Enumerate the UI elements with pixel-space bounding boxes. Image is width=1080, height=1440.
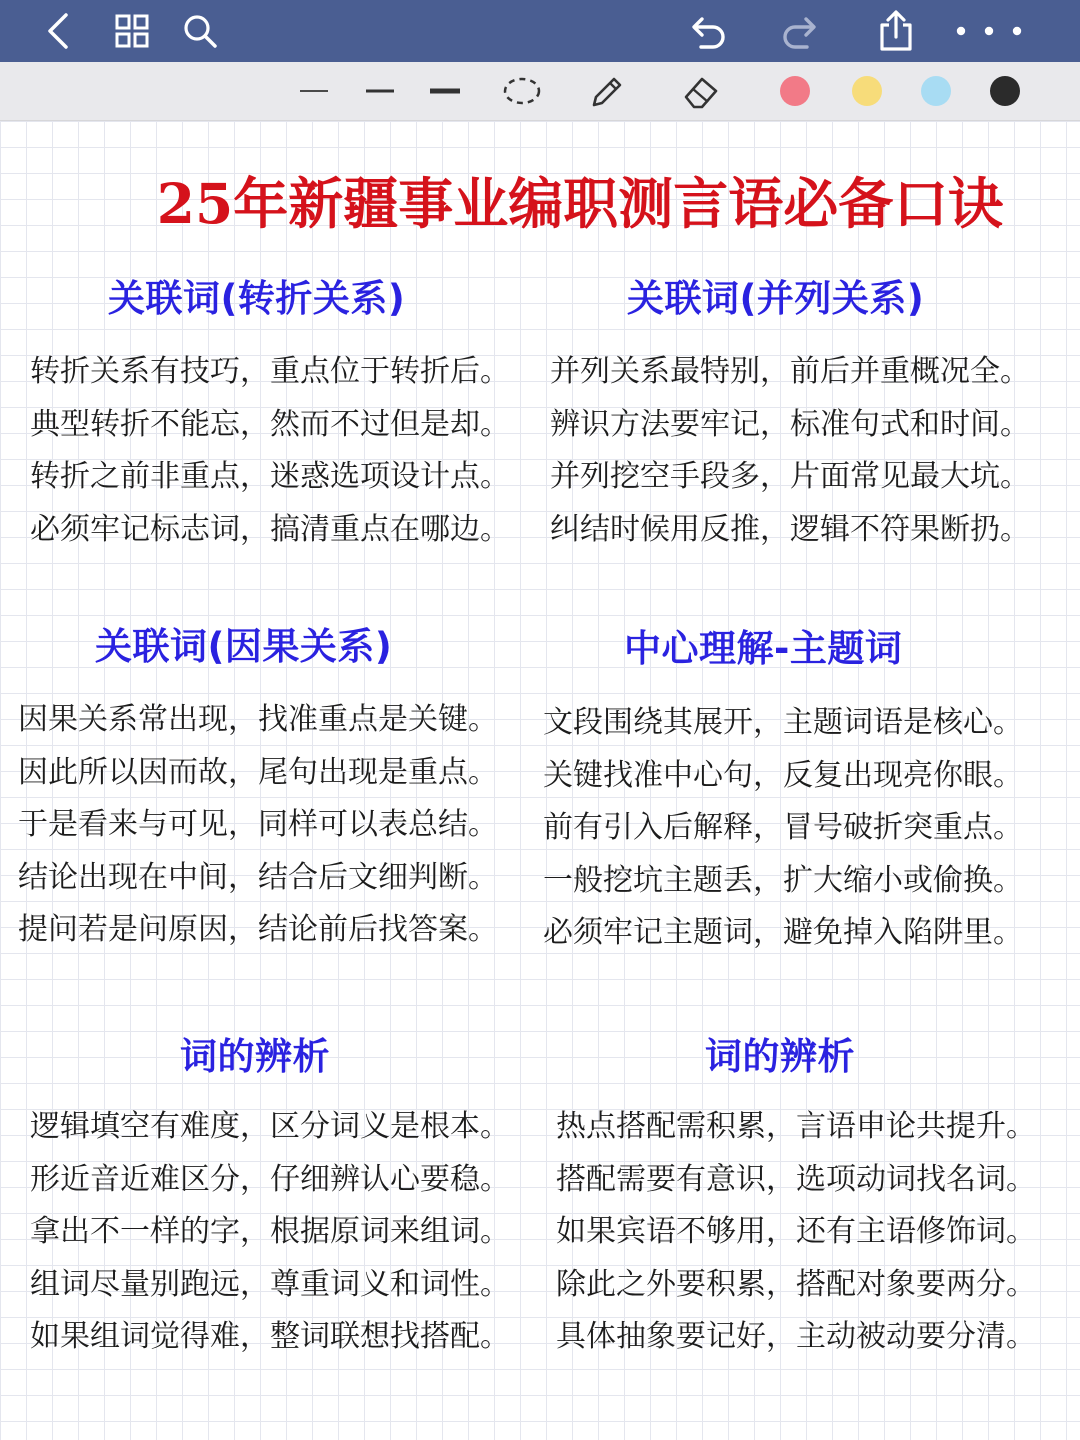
section-heading: 关联词(因果关系) [95, 625, 393, 668]
verse-block [30, 1101, 510, 1364]
color-swatch-yellow[interactable] [848, 62, 886, 120]
redo-button[interactable] [776, 0, 824, 62]
verse-block [18, 694, 498, 957]
verse-line: 因果关系常出现，找准重点是关键。 [18, 702, 498, 737]
verse-block [550, 346, 1030, 556]
verse-block [30, 346, 510, 556]
verse-line: 纠结时候用反推，逻辑不符果断扔。 [550, 511, 1030, 547]
verse-block [556, 1101, 1036, 1364]
verse-line: 组词尽量别跑远，尊重词义和词性。 [30, 1266, 510, 1302]
verse-line: 如果宾语不够用，还有主语修饰词。 [556, 1214, 1036, 1249]
more-button[interactable] [946, 0, 1032, 62]
undo-button[interactable] [684, 0, 732, 62]
section-heading: 中心理解-主题词 [624, 627, 903, 670]
verse-line: 拿出不一样的字，根据原词来组词。 [30, 1214, 510, 1249]
swatch-dot [852, 76, 882, 106]
verse-line: 关键找准中心句，反复出现亮你眼。 [543, 757, 1023, 793]
verse-line: 于是看来与可见，同样可以表总结。 [18, 807, 498, 842]
section-heading: 词的辨析 [180, 1035, 330, 1078]
verse-line: 因此所以因而故，尾句出现是重点。 [18, 754, 498, 790]
verse-line: 辨识方法要牢记，标准句式和时间。 [550, 406, 1030, 442]
verse-line: 转折之前非重点，迷惑选项设计点。 [30, 459, 510, 494]
verse-line: 提问若是问原因，结论前后找答案。 [18, 912, 498, 947]
grid-view-button[interactable] [110, 0, 154, 62]
lasso-icon [502, 75, 542, 107]
more-icon [953, 25, 1025, 37]
back-icon [44, 11, 72, 51]
verse-line: 具体抽象要记好，主动被动要分清。 [556, 1319, 1036, 1354]
page-title: 25年新疆事业编职测言语必备口诀 [156, 171, 1004, 236]
section-heading: 关联词(转折关系) [108, 277, 406, 320]
eraser-icon [680, 71, 722, 111]
share-button[interactable] [872, 0, 920, 62]
verse-line: 必须牢记标志词，搞清重点在哪边。 [30, 511, 510, 547]
medium-line-tool[interactable] [362, 62, 398, 120]
verse-line: 逻辑填空有难度，区分词义是根本。 [30, 1109, 510, 1144]
color-swatch-blue[interactable] [917, 62, 955, 120]
verse-line: 除此之外要积累，搭配对象要两分。 [556, 1266, 1036, 1302]
thin-line-icon [299, 86, 329, 96]
search-button[interactable] [178, 0, 222, 62]
undo-icon [687, 11, 729, 51]
section-heading: 关联词(并列关系) [627, 277, 925, 320]
medium-line-icon [365, 86, 395, 96]
verse-line: 转折关系有技巧，重点位于转折后。 [30, 354, 510, 389]
verse-line: 并列挖空手段多，片面常见最大坑。 [550, 459, 1030, 494]
thick-line-icon [429, 85, 461, 97]
lasso-tool[interactable] [500, 62, 544, 120]
verse-line: 形近音近难区分，仔细辨认心要稳。 [30, 1161, 510, 1197]
eraser-tool[interactable] [678, 62, 724, 120]
grid-icon [114, 13, 150, 49]
verse-line: 并列关系最特别，前后并重概况全。 [550, 354, 1030, 389]
share-icon [876, 9, 916, 53]
verse-line: 前有引入后解释，冒号破折突重点。 [543, 810, 1023, 845]
section-heading: 词的辨析 [705, 1035, 855, 1078]
thick-line-tool[interactable] [426, 62, 464, 120]
verse-line: 典型转折不能忘，然而不过但是却。 [30, 406, 510, 442]
thin-line-tool[interactable] [296, 62, 332, 120]
swatch-dot [921, 76, 951, 106]
verse-line: 热点搭配需积累，言语申论共提升。 [556, 1109, 1036, 1144]
search-icon [182, 13, 218, 49]
swatch-dot [780, 76, 810, 106]
verse-block [543, 697, 1023, 960]
color-swatch-pink[interactable] [776, 62, 814, 120]
color-swatch-black[interactable] [986, 62, 1024, 120]
back-button[interactable] [36, 0, 80, 62]
verse-line: 必须牢记主题词，避免掉入陷阱里。 [543, 915, 1023, 950]
pen-icon [586, 71, 626, 111]
verse-line: 一般挖坑主题丢，扩大缩小或偷换。 [543, 862, 1023, 898]
verse-line: 文段围绕其展开，主题词语是核心。 [543, 705, 1023, 740]
verse-line: 结论出现在中间，结合后文细判断。 [18, 859, 498, 895]
verse-line: 搭配需要有意识，选项动词找名词。 [556, 1161, 1036, 1197]
redo-icon [779, 11, 821, 51]
pen-tool[interactable] [584, 62, 628, 120]
swatch-dot [990, 76, 1020, 106]
verse-line: 如果组词觉得难，整词联想找搭配。 [30, 1319, 510, 1354]
